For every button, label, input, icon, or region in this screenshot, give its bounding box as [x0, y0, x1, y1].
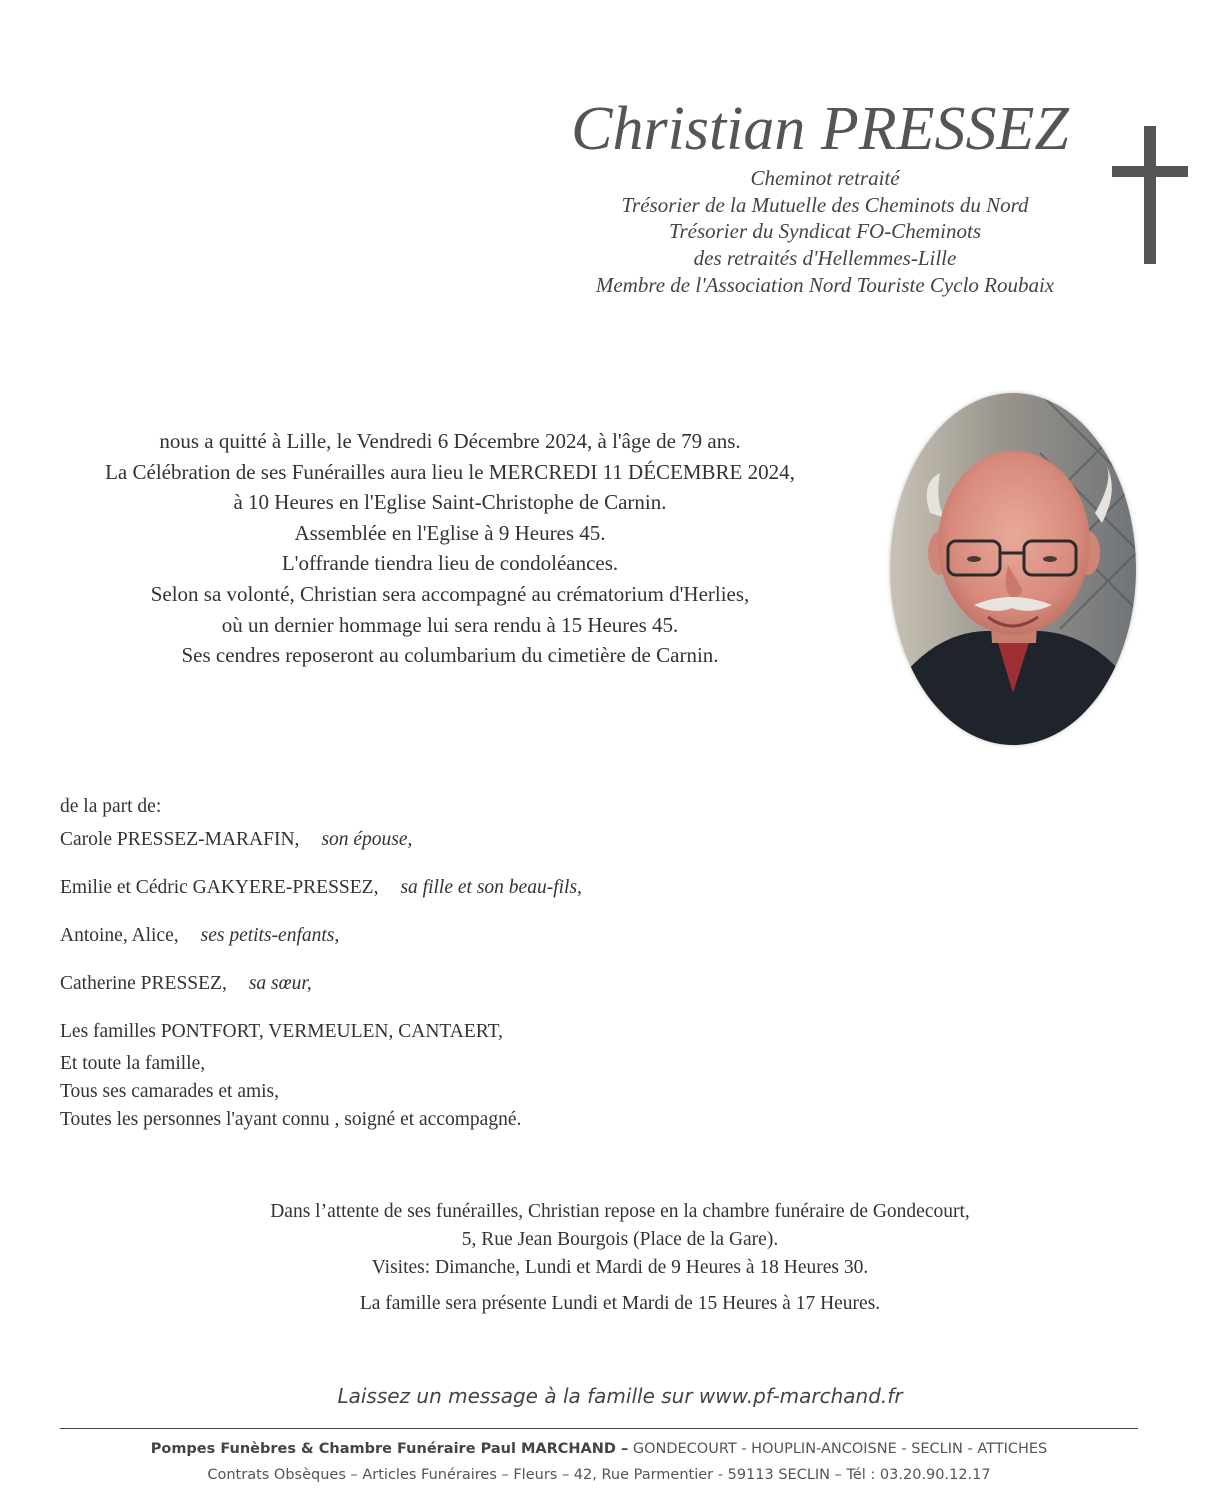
footer-locations: GONDECOURT - HOUPLIN-ANCOISNE - SECLIN - ATTICHES	[628, 1441, 1048, 1457]
family-other: Et toute la famille,	[60, 1053, 206, 1074]
family-member	[60, 829, 412, 851]
announcement-line: Ses cendres reposeront au columbarium du cimetière de Carnin.	[181, 643, 719, 668]
family-other: Tous ses camarades et amis,	[60, 1081, 280, 1102]
title-line: Trésorier de la Mutuelle des Cheminots du Nord	[621, 192, 1029, 217]
member-name: Catherine PRESSEZ,	[60, 973, 227, 994]
footer-contact: Contrats Obsèques – Articles Funéraires – Fleurs – 42, Rue Parmentier - 59113 SECLIN – Tél : 03.20.90.12.17	[207, 1467, 991, 1483]
family-other: Toutes les personnes l'ayant connu , soigné et accompagné.	[60, 1109, 522, 1130]
member-name: Emilie et Cédric GAKYERE-PRESSEZ,	[60, 877, 379, 898]
announcement-line: Assemblée en l'Eglise à 9 Heures 45.	[294, 520, 606, 545]
title-line: des retraités d'Hellemmes-Lille	[693, 246, 957, 271]
title-line: Trésorier du Syndicat FO-Cheminots	[668, 219, 982, 244]
announcement-line: nous a quitté à Lille, le Vendredi 6 Décembre 2024, à l'âge de 79 ans.	[159, 429, 741, 453]
family-member	[60, 973, 312, 995]
member-relation: sa sœur,	[248, 973, 312, 994]
family-member	[60, 877, 582, 899]
member-relation: ses petits-enfants,	[200, 925, 340, 946]
portrait-photo	[890, 393, 1136, 745]
rest-line: Dans l’attente de ses funérailles, Christian repose en la chambre funéraire de Gondecourt,	[270, 1201, 970, 1222]
message-link: Laissez un message à la famille sur www.pf-marchand.fr	[337, 1384, 903, 1408]
rest-line: 5, Rue Jean Bourgois (Place de la Gare).	[461, 1229, 779, 1250]
member-relation: son épouse,	[321, 829, 413, 850]
footer-company: Pompes Funèbres & Chambre Funéraire Paul MARCHAND –	[150, 1441, 629, 1457]
footer-line-1	[60, 1436, 1138, 1462]
family-other: Les familles PONTFORT, VERMEULEN, CANTAERT,	[60, 1021, 503, 1042]
title-line: Membre de l'Association Nord Touriste Cyclo Roubaix	[595, 272, 1055, 297]
family-intro: de la part de:	[60, 796, 162, 817]
rest-line: Visites: Dimanche, Lundi et Mardi de 9 Heures à 18 Heures 30.	[371, 1257, 869, 1278]
footer-divider	[60, 1428, 1138, 1429]
footer	[60, 1436, 1138, 1488]
member-name: Carole PRESSEZ-MARAFIN,	[60, 829, 300, 850]
titles-block	[540, 165, 1110, 299]
rest-info-block	[140, 1198, 1100, 1318]
announcement-line: où un dernier hommage lui sera rendu à 15 Heures 45.	[221, 612, 679, 637]
family-member	[60, 925, 339, 947]
title-line: Cheminot retraité	[750, 166, 900, 190]
announcement-line: à 10 Heures en l'Eglise Saint-Christophe de Carnin.	[233, 490, 667, 515]
member-relation: sa fille et son beau-fils,	[400, 877, 582, 898]
presence-line: La famille sera présente Lundi et Mardi de 15 Heures à 17 Heures.	[359, 1293, 881, 1314]
member-name: Antoine, Alice,	[60, 925, 179, 946]
cross-icon	[1112, 126, 1188, 266]
announcement-line: La Célébration de ses Funérailles aura lieu le MERCREDI 11 DÉCEMBRE 2024,	[105, 459, 795, 484]
deceased-name: Christian PRESSEZ	[571, 95, 1069, 163]
announcement-line: L'offrande tiendra lieu de condoléances.	[281, 551, 619, 576]
announcement-line: Selon sa volonté, Christian sera accompagné au crématorium d'Herlies,	[150, 581, 750, 606]
announcement-block	[40, 426, 860, 671]
